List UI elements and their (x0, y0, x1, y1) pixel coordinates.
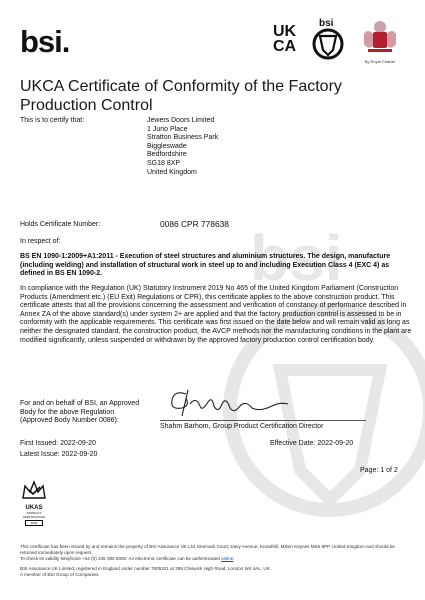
certify-label: This is to certify that: (20, 117, 85, 124)
svg-text:bsi: bsi (250, 222, 343, 294)
online-link[interactable]: online (221, 556, 234, 561)
behalf-line: Body for the above Regulation (20, 408, 115, 416)
ukca-logo-top: UK (273, 23, 297, 40)
ukca-logo (273, 24, 303, 54)
behalf-line: For and on behalf of BSI, an Approved (20, 400, 140, 407)
signatory-name: Shahm Barhom, Group Product Certification Director (160, 423, 324, 430)
page-number: Page: 1 of 2 (360, 467, 398, 474)
ukas-crown-icon (20, 478, 48, 500)
footer-legal (20, 544, 410, 562)
ukas-label: UKAS (25, 505, 43, 511)
royal-charter-text: By Royal Charter (364, 59, 396, 64)
address-line: United Kingdom (147, 168, 197, 176)
respect-label: In respect of: (20, 238, 61, 245)
first-issued: First Issued: 2022-09-20 (20, 440, 96, 447)
address-line: Biggleswade (147, 142, 187, 150)
ukas-sub: PRODUCT CERTIFICATION (22, 511, 46, 519)
ukca-logo-bottom: CA (273, 38, 297, 55)
footer-line: BSI Assurance UK Limited, registered in England under number 7805321 at 389 Chiswick High Road, London W4 4AL, UK. (20, 566, 272, 571)
footer-line: A member of BSI Group of Companies. (20, 572, 100, 577)
behalf-block (20, 400, 139, 426)
cert-number-label: Holds Certificate Number: (20, 221, 101, 228)
address-line: Bedfordshire (147, 151, 187, 159)
signature-line (160, 420, 366, 421)
crest-icon (360, 18, 400, 54)
footer-line: To check its validity telephone +44 (0) 345 080 9000. An electronic certificate can be authenticated (20, 556, 220, 561)
cert-number: 0086 CPR 778638 (160, 219, 229, 229)
footer-registration (20, 566, 410, 578)
bsi-logo-text: bsi. (20, 24, 70, 59)
address-line: Stratton Business Park (147, 134, 219, 142)
standard-text: BS EN 1090-1:2009+A1:2011 - Execution of steel structures and aluminium structures. The design, manufacture (including welding) and installation of structural work in steel up to and including Execution Class 4 (EXC 4) as defined in BS EN 1090-2. (20, 253, 391, 278)
footer-line: This certificate has been issued by and remains the property of BSI Assurance UK Ltd, Kitemark Court, Davy Avenue, Knowlhill, Milton Keynes MK5 8PP, United Kingdom and should be returned immediately upon request. (20, 544, 395, 555)
latest-issue: Latest Issue: 2022-09-20 (20, 451, 98, 458)
address-line: Jewers Doors Limited (147, 117, 215, 124)
royal-charter-crest (356, 18, 404, 64)
footer-validity: To check its validity telephone +44 (0) 345 080 9000. An electronic certificate can be authenticated online. (20, 556, 235, 561)
behalf-line: (Approved Body Number 0086): (20, 417, 119, 425)
compliance-text: In compliance with the Regulation (UK) Statutory Instrument 2019 No 465 of the United Kingdom Parliament (Construction Products (Amendment etc.) (EU Exit) Regulations or CPR), this certificate applies to the above construction product. This certificate attests that all the provisions concerning the assessment and verification of constancy of performance described in Annex ZA of the above standard(s) under system 2+ are applied and that the factory production control is assessed to be in conformity with the applicable requirements. This certificate was first issued on the date below and will remain valid as long as neither the designated standard, the construction product, the AVCP methods nor the manufacturing conditions in the plant are modified significantly, unless suspended or withdrawn by the approved factory production control certification body. (20, 285, 412, 344)
signature (160, 386, 290, 420)
kitemark-label: bsi (319, 18, 334, 29)
bsi-logo (20, 24, 69, 60)
ukas-number: 0003 (25, 520, 43, 526)
address-block (147, 117, 218, 177)
effective-date: Effective Date: 2022-09-20 (270, 440, 354, 447)
ukas-mark (20, 478, 48, 526)
address-line: SG18 8XP (147, 159, 181, 167)
page-title: UKCA Certificate of Conformity of the Factory Production Control (20, 78, 342, 114)
address-line: 1 Juno Place (147, 125, 188, 133)
kitemark-icon (308, 16, 348, 60)
